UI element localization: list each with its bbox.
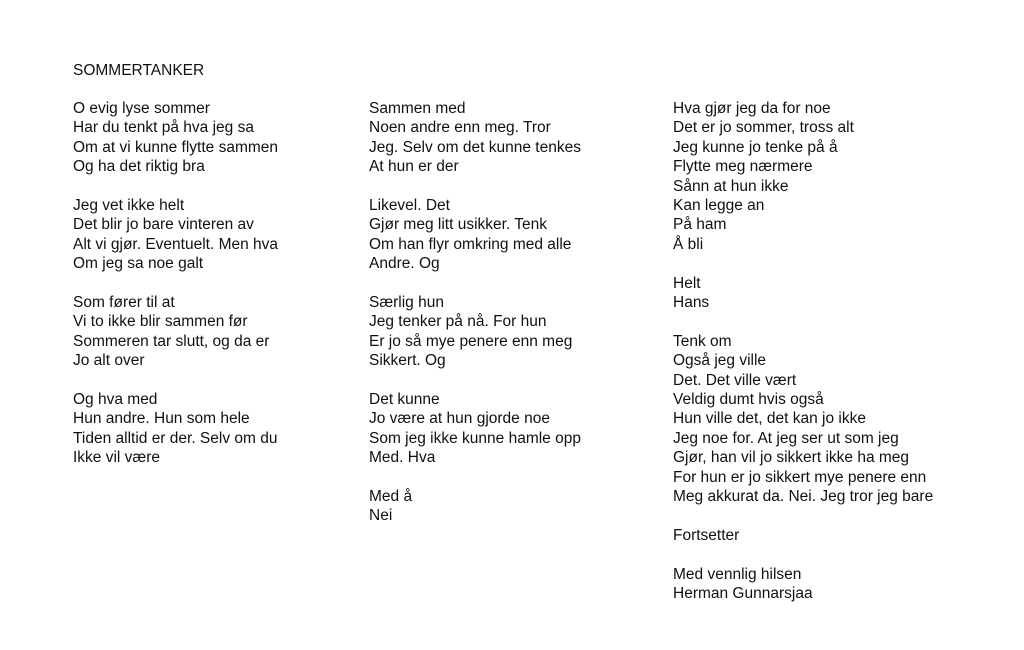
stanza [673, 332, 993, 507]
stanza [73, 99, 343, 177]
poem-line: Det er jo sommer, tross alt [673, 119, 854, 137]
poem-line: Meg akkurat da. Nei. Jeg tror jeg bare [673, 488, 934, 506]
poem-line: Jeg vet ikke helt [73, 197, 185, 215]
poem-line: Særlig hun [369, 294, 444, 312]
poem-line: Og hva med [73, 391, 158, 409]
poem-line: Hun ville det, det kan jo ikke [673, 410, 866, 428]
poem-line: Ikke vil være [73, 449, 160, 467]
poem-line: Likevel. Det [369, 197, 450, 215]
poem-line: Om jeg sa noe galt [73, 255, 204, 273]
poem-line: På ham [673, 216, 727, 234]
poem-line: Vi to ikke blir sammen før [73, 313, 248, 331]
poem-line: Har du tenkt på hva jeg sa [73, 119, 254, 137]
poem-line: Gjør, han vil jo sikkert ikke ha meg [673, 449, 910, 467]
poem-line: Det kunne [369, 391, 440, 409]
poem-line: Om at vi kunne flytte sammen [73, 138, 279, 156]
poem-line: Som fører til at [73, 294, 175, 312]
poem-line: Gjør meg litt usikker. Tenk [369, 216, 548, 234]
stanza [369, 99, 639, 177]
poem-line: Andre. Og [369, 255, 440, 273]
stanza [673, 565, 993, 604]
poem-line: Jo alt over [73, 352, 145, 370]
stanza [673, 526, 993, 545]
poem-line: Hans [673, 294, 710, 312]
stanza [369, 390, 639, 468]
poem-line: O evig lyse sommer [73, 100, 210, 117]
poem-line: Noen andre enn meg. Tror [369, 119, 551, 137]
poem-line: Også jeg ville [673, 352, 767, 370]
poem-line: Kan legge an [673, 197, 765, 215]
poem-line: Fortsetter [673, 526, 740, 544]
stanza [369, 487, 639, 526]
poem-line: Det. Det ville vært [673, 371, 797, 389]
poem-column-2 [369, 99, 639, 545]
poem-line: Og ha det riktig bra [73, 158, 205, 176]
poem-line: Jeg kunne jo tenke på å [673, 138, 838, 156]
stanza [73, 390, 343, 468]
poem-column-1 [73, 99, 343, 487]
poem-title: SOMMERTANKER [73, 62, 205, 79]
poem-line: Sånn at hun ikke [673, 177, 789, 195]
poem-line: Tiden alltid er der. Selv om du [73, 429, 278, 447]
poem-line: Veldig dumt hvis også [673, 391, 824, 409]
poem-line: Som jeg ikke kunne hamle opp [369, 429, 581, 447]
stanza [369, 293, 639, 371]
poem-line: Er jo så mye penere enn meg [369, 332, 573, 350]
poem-line: Jeg noe for. At jeg ser ut som jeg [673, 429, 899, 447]
poem-line: Jo være at hun gjorde noe [369, 410, 550, 428]
poem-line: Om han flyr omkring med alle [369, 235, 572, 253]
stanza [673, 274, 993, 313]
poem-line: Flytte meg nærmere [673, 158, 813, 176]
poem-line: Med å [369, 488, 413, 506]
poem-line: Å bli [673, 235, 704, 253]
stanza [673, 99, 993, 254]
poem-line: Alt vi gjør. Eventuelt. Men hva [73, 235, 279, 253]
poem-line: Med vennlig hilsen [673, 565, 802, 583]
stanza [369, 196, 639, 274]
poem-column-3 [673, 99, 993, 623]
poem-line: Herman Gunnarsjaa [673, 585, 813, 603]
poem-line: At hun er der [369, 158, 459, 176]
poem-line: Hun andre. Hun som hele [73, 410, 250, 428]
poem-line: Hva gjør jeg da for noe [673, 100, 831, 117]
poem-line: Helt [673, 274, 701, 292]
poem-line: Det blir jo bare vinteren av [73, 216, 254, 234]
poem-line: Sammen med [369, 100, 466, 117]
poem-line: Med. Hva [369, 449, 436, 467]
poem-line: Jeg. Selv om det kunne tenkes [369, 138, 581, 156]
poem-line: Jeg tenker på nå. For hun [369, 313, 547, 331]
poem-line: Sikkert. Og [369, 352, 446, 370]
poem-line: For hun er jo sikkert mye penere enn [673, 468, 927, 486]
poem-line: Sommeren tar slutt, og da er [73, 332, 270, 350]
stanza [73, 196, 343, 274]
poem-line: Tenk om [673, 332, 732, 350]
poem-line: Nei [369, 507, 393, 525]
stanza [73, 293, 343, 371]
